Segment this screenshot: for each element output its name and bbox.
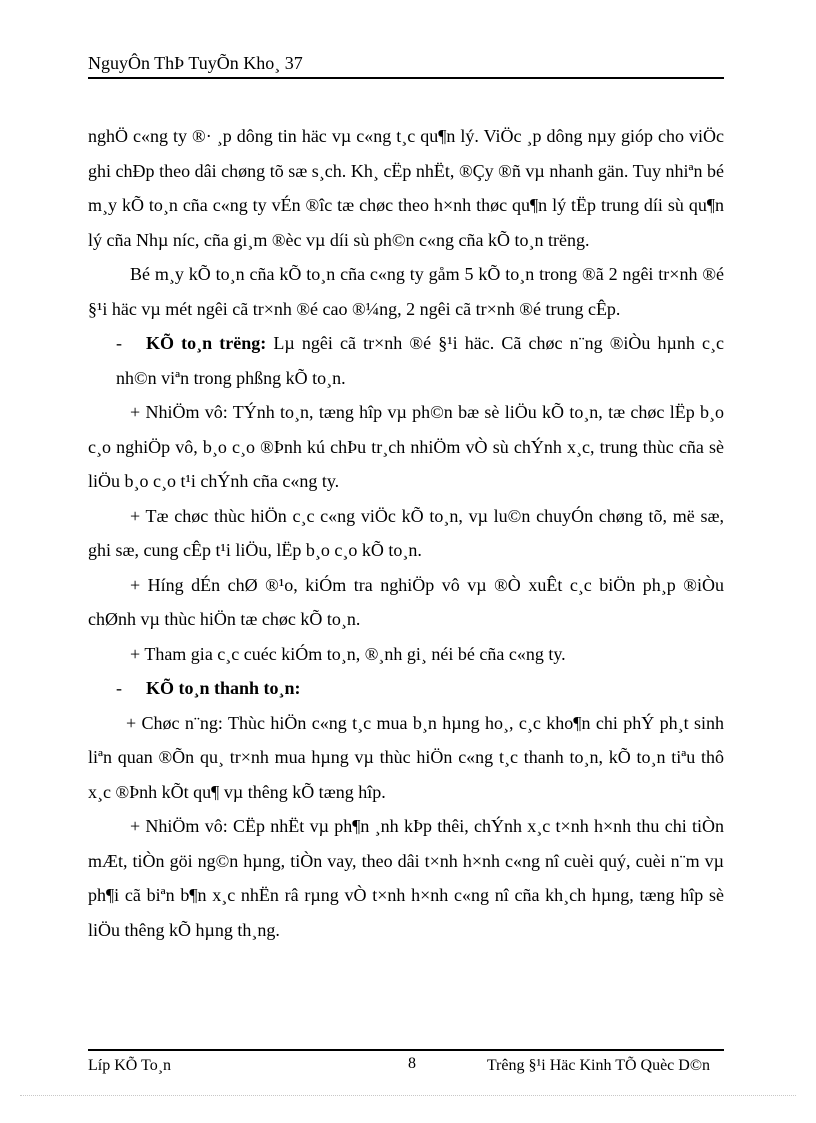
list-item: + Chøc n¨ng: Thùc hiÖn c«ng t¸c mua b¸n hµng ho¸, c¸c kho¶n chi phÝ ph¸t sinh liªn quan ®Õn qu¸ tr×nh mua hµng vµ thùc hiÖn c«ng t¸c thanh to¸n, kÕ to¸n tiªu thô x¸c ®Þnh kÕt qu¶ vµ thêng kÕ tæng hîp. — [88, 712, 724, 802]
section-heading: KÕ to¸n trëng: — [146, 333, 267, 353]
paragraph: nghÖ c«ng ty ®· ¸p dông tin häc vµ c«ng t¸c qu¶n lý. ViÖc ¸p dông nµy gióp cho viÖc ghi chÐp theo dâi chøng tõ sæ s¸ch. Kh¸ cËp nhËt, ®Çy ®ñ vµ nhanh gän. Tuy nhiªn bé m¸y kÕ to¸n cña c«ng ty vÉn ®îc tæ chøc theo h×nh thøc qu¶n lý tËp trung díi sù qu¶n lý cña Nhµ níc, cña gi¸m ®èc vµ díi sù ph©n c«ng cña kÕ to¸n trëng. — [88, 126, 724, 250]
list-item: + Tham gia c¸c cuéc kiÓm to¸n, ®¸nh gi¸ néi bé cña c«ng ty. — [130, 643, 566, 664]
list-item: + NhiÖm vô: TÝnh to¸n, tæng hîp vµ ph©n bæ sè liÖu kÕ to¸n, tæ chøc lËp b¸o c¸o nghiÖp vô, b¸o c¸o ®Þnh kú chÞu tr¸ch nhiÖm vÒ sù chÝnh x¸c, trung thùc cña sè liÖu b¸o c¸o t¹i chÝnh cña c«ng ty. — [88, 402, 724, 491]
page-footer — [88, 1049, 724, 1077]
section-intro: Lµ ngêi cã tr×nh ®é §¹i häc. Cã chøc n¨ng ®iÒu hµnh c¸c nh©n viªn trong phßng kÕ to¸n. — [116, 333, 724, 388]
page-header — [88, 50, 724, 79]
page-number: 8 — [408, 1055, 416, 1072]
paragraph: Bé m¸y kÕ to¸n cña kÕ to¸n cña c«ng ty gåm 5 kÕ to¸n trong ®ã 2 ngêi tr×nh ®é §¹i häc vµ mét ngêi cã tr×nh ®é cao ®¼ng, 2 ngêi cã tr×nh ®é trung cÊp. — [88, 264, 724, 319]
document-body — [88, 119, 724, 947]
bullet-dash: - — [116, 678, 122, 698]
footer-school-name: Trêng §¹i Häc Kinh TÕ Quèc D©n — [486, 1057, 710, 1074]
section-heading: KÕ to¸n thanh to¸n: — [146, 678, 301, 698]
list-item: + Híng dÉn chØ ®¹o, kiÓm tra nghiÖp vô vµ ®Ò xuÊt c¸c biÖn ph¸p ®iÒu chØnh vµ thùc hiÖn tæ chøc kÕ to¸n. — [88, 574, 724, 629]
list-item: + NhiÖm vô: CËp nhËt vµ ph¶n ¸nh kÞp thêi, chÝnh x¸c t×nh h×nh thu chi tiÒn mÆt, tiÒn göi ng©n hµng, tiÒn vay, theo dâi t×nh h×nh c«ng nî cuèi quý, cuèi n¨m vµ ph¶i cã biªn b¶n x¸c nhËn râ rµng vÒ t×nh h×nh c«ng nî cña kh¸ch hµng, tæng hîp sè liÖu thêng kÕ hµng th¸ng. — [88, 816, 724, 940]
section-payment-accountant — [88, 671, 724, 706]
list-item: + Tæ chøc thùc hiÖn c¸c c«ng viÖc kÕ to¸n, vµ lu©n chuyÓn chøng tõ, më sæ, ghi sæ, cung cÊp t¹i liÖu, lËp b¸o c¸o kÕ to¸n. — [88, 505, 724, 560]
footer-class-name: Líp KÕ To¸n — [88, 1057, 172, 1074]
bullet-dash: - — [116, 333, 122, 353]
header-text: NguyÔn ThÞ TuyÕn Kho¸ 37 — [88, 53, 303, 73]
section-chief-accountant — [88, 326, 724, 395]
page-bottom-edge — [20, 1095, 796, 1096]
